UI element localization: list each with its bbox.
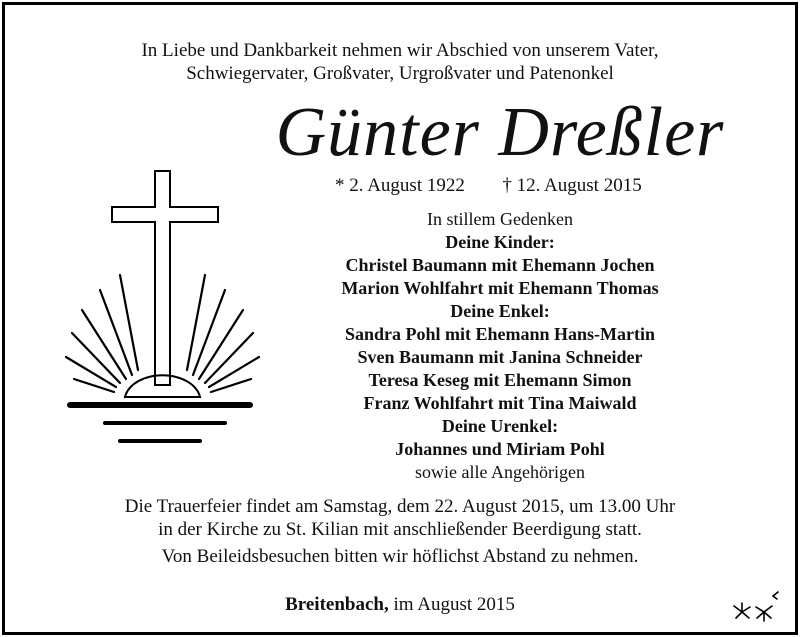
place-date-line — [5, 594, 795, 616]
funeral-line-2: in der Kirche zu St. Kilian mit anschließender Beerdigung statt. — [158, 519, 642, 540]
great-grandchild-entry: Johannes und Miriam Pohl — [395, 439, 605, 459]
publisher-mark-icon — [730, 590, 782, 624]
cross-with-rising-sun-icon — [50, 165, 265, 450]
grandchild-entry: Franz Wohlfahrt mit Tina Maiwald — [363, 393, 637, 413]
intro-line-1: In Liebe und Dankbarkeit nehmen wir Abschied von unserem Vater, — [141, 40, 659, 61]
place: Breitenbach, — [285, 594, 389, 615]
grandchild-entry: Teresa Keseg mit Ehemann Simon — [368, 370, 632, 390]
birth-date: * 2. August 1922 — [335, 175, 465, 196]
date-line: im August 2015 — [393, 594, 515, 615]
intro-line-2: Schwiegervater, Großvater, Urgroßvater und Patenonkel — [186, 63, 614, 84]
child-entry: Marion Wohlfahrt mit Ehemann Thomas — [341, 278, 659, 298]
children-heading: Deine Kinder: — [445, 232, 555, 252]
mourners-list — [295, 208, 705, 484]
grandchild-entry: Sven Baumann mit Janina Schneider — [357, 347, 643, 367]
grandchildren-heading: Deine Enkel: — [450, 301, 550, 321]
funeral-line-1: Die Trauerfeier findet am Samstag, dem 22. August 2015, um 13.00 Uhr — [124, 496, 676, 517]
great-grandchildren-heading: Deine Urenkel: — [441, 416, 559, 436]
death-date: † 12. August 2015 — [502, 175, 642, 196]
grandchild-entry: Sandra Pohl mit Ehemann Hans-Martin — [344, 324, 656, 344]
life-dates — [335, 175, 642, 197]
mourners-closing: sowie alle Angehörigen — [415, 462, 585, 482]
condolence-note: Von Beileidsbesuchen bitten wir höflichst Abstand zu nehmen. — [161, 546, 639, 567]
mourners-intro: In stillem Gedenken — [427, 209, 573, 229]
deceased-name: Günter Dreßler — [275, 94, 725, 171]
child-entry: Christel Baumann mit Ehemann Jochen — [345, 255, 655, 275]
obituary-notice — [2, 2, 798, 635]
